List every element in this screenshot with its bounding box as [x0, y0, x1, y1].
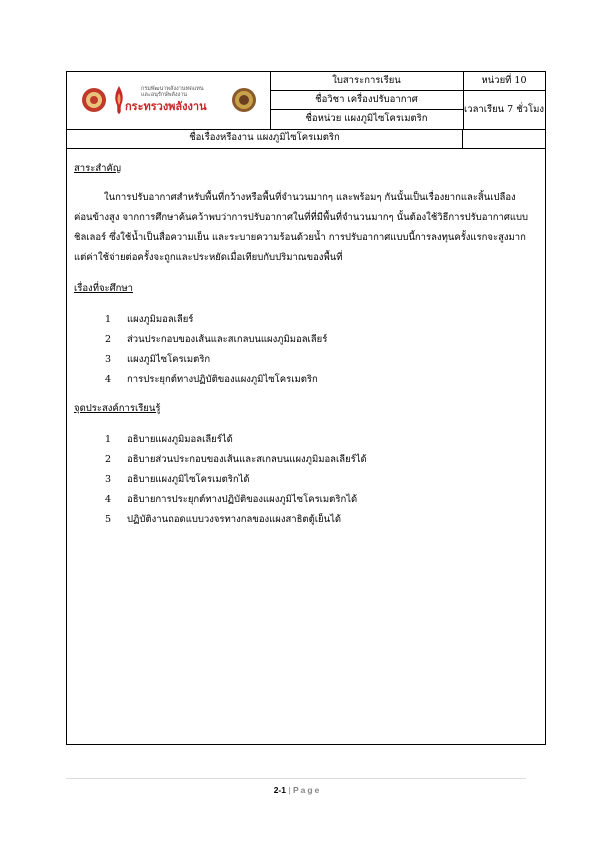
- topic-row: [67, 129, 545, 149]
- footer-divider: [66, 778, 526, 779]
- flame-emblem-icon: [113, 85, 125, 115]
- page-number: 2-1: [273, 785, 286, 795]
- unit-number: หน่วยที่ 10: [463, 72, 545, 91]
- topics-heading: เรื่องที่จะศึกษา: [74, 283, 134, 294]
- department-seal-icon: [231, 87, 257, 113]
- header-row: [67, 72, 545, 130]
- unit-info-cell: [463, 72, 545, 129]
- essence-heading: สาระสำคัญ: [74, 163, 121, 174]
- ministry-logo: [81, 83, 257, 117]
- essence-line-4: แต่ค่าใช้จ่ายต่อครั้งจะถูกและประหยัดเมื่อเทียบกับปริมาณของพื้นที่: [74, 252, 343, 263]
- title-cell: [270, 72, 464, 129]
- topic-title: ชื่อเรื่องหรืองาน แผงภูมิไซโครเมตริก: [67, 129, 463, 148]
- footer-separator: |: [288, 785, 291, 795]
- essence-paragraph: [74, 188, 540, 208]
- department-line-2: และอนุรักษ์พลังงาน: [141, 92, 188, 98]
- royal-seal-icon: [81, 87, 107, 113]
- list-item: 5 ปฏิบัติงานถอดแบบวงจรทางกลของแผงสาธิตตู้เย็นได้: [105, 514, 342, 525]
- list-item: 2 อธิบายส่วนประกอบของเส้นและสเกลบนแผงภูมิมอลเลียร์ได้: [105, 454, 367, 465]
- essence-line-2: ค่อนข้างสูง จากการศึกษาค้นคว้าพบว่าการปรับอากาศในที่ที่มีพื้นที่จำนวนมากๆ นั้นต้องใช้วิธีการปรับอากาศแบบ: [74, 212, 529, 223]
- list-item: 2 ส่วนประกอบของเส้นและสเกลบนแผงภูมิมอลเลียร์: [105, 334, 328, 345]
- document-header-table: [66, 71, 546, 745]
- essence-line-1: ในการปรับอากาศสำหรับพื้นที่กว้างหรือพื้นที่จำนวนมากๆ และพร้อมๆ กันนั้นเป็นเรื่องยากและสิ้นเปลือง: [104, 192, 516, 203]
- list-item: 1 แผงภูมิมอลเลียร์: [105, 314, 194, 325]
- list-item: 3 อธิบายแผงภูมิไซโครเมตริกได้: [105, 474, 250, 485]
- subject-name: ชื่อวิชา เครื่องปรับอากาศ: [270, 91, 463, 110]
- page-word: Page: [292, 785, 322, 795]
- sheet-title: ใบสาระการเรียน: [270, 72, 463, 91]
- objectives-list: [74, 430, 540, 530]
- essence-line-3: ชิลเลอร์ ซึ่งใช้น้ำเป็นสื่อความเย็น และระบายความร้อนด้วยน้ำ การปรับอากาศแบบนี้การลงทุนครั้งแรกจะสูงมาก: [74, 232, 526, 243]
- ministry-name: กระทรวงพลังงาน: [125, 100, 207, 113]
- page-footer: [0, 785, 595, 795]
- document-body: [74, 162, 540, 530]
- study-time: เวลาเรียน 7 ชั่วโมง: [463, 104, 545, 115]
- objectives-heading: จุดประสงค์การเรียนรู้: [74, 403, 161, 414]
- logo-cell: [67, 72, 271, 129]
- unit-name: ชื่อหน่วย แผงภูมิไซโครเมตริก: [305, 113, 428, 124]
- department-line-1: กรมพัฒนาพลังงานทดแทน: [141, 86, 204, 92]
- list-item: 4 การประยุกต์ทางปฏิบัติของแผงภูมิไซโครเมตริก: [105, 374, 318, 385]
- department-name: [141, 86, 204, 98]
- topics-list: [74, 310, 540, 390]
- list-item: 4 อธิบายการประยุกต์ทางปฏิบัติของแผงภูมิไซโครเมตริกได้: [105, 494, 358, 505]
- list-item: 3 แผงภูมิไซโครเมตริก: [105, 354, 211, 365]
- list-item: 1 อธิบายแผงภูมิมอลเลียร์ได้: [105, 434, 233, 445]
